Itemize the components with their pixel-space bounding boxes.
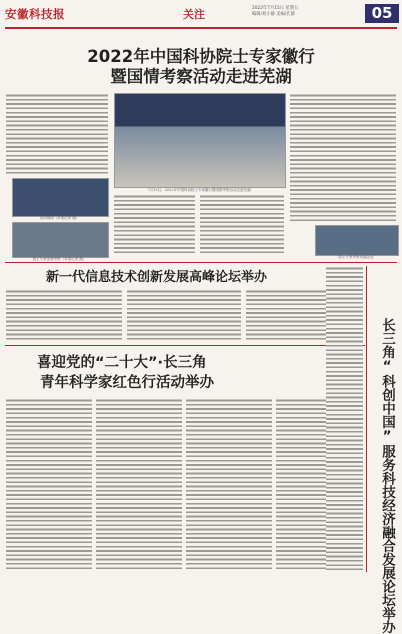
article3-body-col3 [186, 398, 272, 570]
lead-body-col4 [290, 93, 396, 223]
lead-headline-line1: 2022年中国科协院士专家徽行 [87, 47, 315, 66]
section-title: 关注 [183, 8, 205, 21]
lead-headline-line2: 暨国情考察活动走进芜湖 [110, 67, 292, 86]
activity-photo-2 [12, 222, 109, 258]
article4-body [326, 266, 363, 570]
conference-photo [114, 93, 286, 188]
photo-caption-1: 活动现场（本报记者 摄） [39, 216, 80, 220]
lead-body-col3 [200, 194, 284, 256]
article4-divider [366, 266, 367, 572]
page-number: 05 [365, 4, 399, 23]
issue-date: 2022年7月15日 星期五 [252, 6, 299, 11]
article2-headline: 新一代信息技术创新发展高峰论坛举办 [46, 270, 268, 285]
article3-headline-line1: 喜迎党的“二十大”·长三角 [37, 355, 207, 371]
header-rule [5, 27, 397, 29]
article3-body-col2 [96, 398, 182, 570]
photo-caption-2: 院士专家参观考察（本报记者 摄） [32, 257, 87, 261]
article3-headline-line2: 青年科学家红色行活动举办 [40, 375, 214, 391]
activity-photo-1 [12, 178, 109, 217]
enterprise-photo [315, 225, 399, 256]
masthead-logo: 安徽科技报 [5, 7, 65, 21]
article3-body-col1 [6, 398, 92, 570]
dateline [252, 6, 362, 18]
article4-vertical-headline: 长三角“科创中国”服务科技经济融合发展论坛举办 [379, 318, 395, 634]
enterprise-photo-caption: 院士专家考察芜湖企业 [338, 255, 374, 259]
article2-body-col2 [127, 289, 241, 341]
article2-body-col1 [6, 289, 122, 341]
section-divider-1 [5, 262, 397, 263]
lead-body-col2 [114, 194, 195, 256]
editor-credit: 编辑/刘小静 美编/孔静 [252, 12, 295, 17]
section-divider-2 [5, 345, 365, 346]
lead-body-col1 [6, 93, 108, 176]
main-photo-caption: 7月13日，2022年中国科协院士专家徽行暨国情考察活动走进芜湖 [147, 188, 251, 192]
